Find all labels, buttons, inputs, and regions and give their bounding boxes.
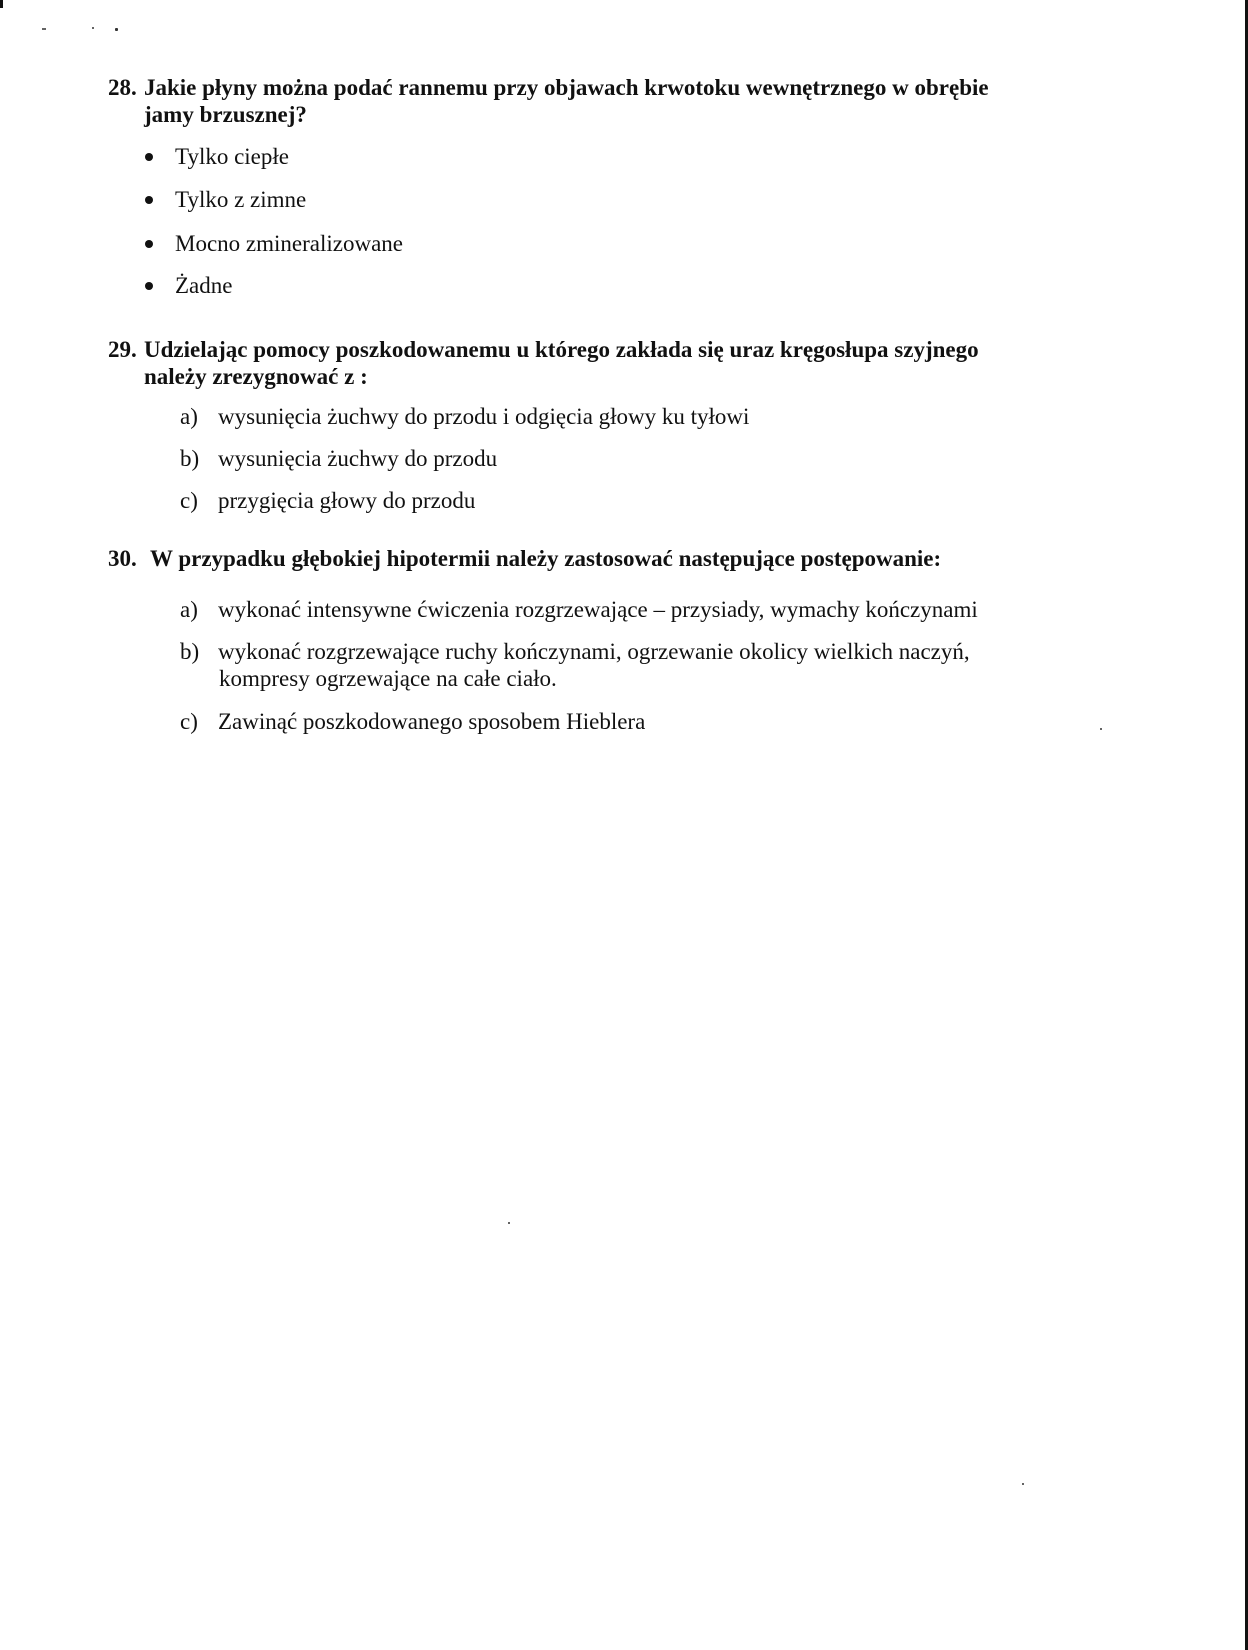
bullet-icon	[145, 153, 153, 161]
option-letter: c)	[180, 488, 198, 513]
scan-speck	[1022, 1483, 1024, 1485]
scan-corner-mark	[0, 0, 3, 8]
answer-option	[180, 445, 1080, 472]
question-text-continuation: jamy brzusznej?	[144, 102, 307, 127]
option-text: wykonać intensywne ćwiczenia rozgrzewające – przysiady, wymachy kończynami	[218, 597, 978, 622]
scan-speck	[92, 27, 94, 29]
answer-option	[180, 708, 1080, 735]
question-number: 29.	[108, 337, 137, 362]
option-text: wykonać rozgrzewające ruchy kończynami, ogrzewanie okolicy wielkich naczyń,	[218, 639, 970, 664]
question-text-continuation: należy zrezygnować z :	[144, 364, 368, 389]
option-letter: b)	[180, 639, 200, 664]
option-text: wysunięcia żuchwy do przodu	[218, 446, 498, 471]
question-30	[108, 545, 1098, 572]
question-text: W przypadku głębokiej hipotermii należy zastosować następujące postępowanie:	[150, 546, 942, 571]
scan-speck	[508, 1222, 510, 1224]
answer-option	[180, 403, 1080, 430]
answer-text: Żadne	[175, 273, 233, 298]
option-text: przygięcia głowy do przodu	[218, 488, 476, 513]
question-text: Udzielając pomocy poszkodowanemu u którego zakłada się uraz kręgosłupa szyjnego	[144, 337, 979, 362]
answer-text: Mocno zmineralizowane	[175, 231, 403, 256]
option-text: wysunięcia żuchwy do przodu i odgięcia głowy ku tyłowi	[218, 404, 750, 429]
bullet-icon	[145, 282, 153, 290]
answer-option	[180, 638, 1080, 692]
option-letter: a)	[180, 404, 198, 429]
option-letter: c)	[180, 709, 198, 734]
option-letter: b)	[180, 446, 200, 471]
answer-option	[180, 487, 1080, 514]
question-29	[108, 336, 1098, 390]
option-text: Zawinąć poszkodowanego sposobem Hieblera	[218, 709, 646, 734]
answer-bullet	[145, 143, 289, 171]
answer-option	[180, 596, 1080, 623]
scan-speck	[1100, 728, 1102, 730]
scan-speck	[115, 28, 118, 31]
question-number: 30.	[108, 546, 137, 571]
answer-text: Tylko ciepłe	[175, 144, 289, 169]
answer-text: Tylko z zimne	[175, 187, 307, 212]
answer-bullet	[145, 272, 232, 300]
bullet-icon	[145, 240, 153, 248]
answer-bullet	[145, 230, 403, 258]
option-text-continuation: kompresy ogrzewające na całe ciało.	[219, 666, 557, 691]
question-28	[108, 74, 1098, 128]
scan-speck	[44, 28, 46, 30]
bullet-icon	[145, 196, 153, 204]
question-text: Jakie płyny można podać rannemu przy objawach krwotoku wewnętrznego w obrębie	[144, 75, 989, 100]
option-letter: a)	[180, 597, 198, 622]
question-number: 28.	[108, 75, 137, 100]
answer-bullet	[145, 186, 306, 214]
